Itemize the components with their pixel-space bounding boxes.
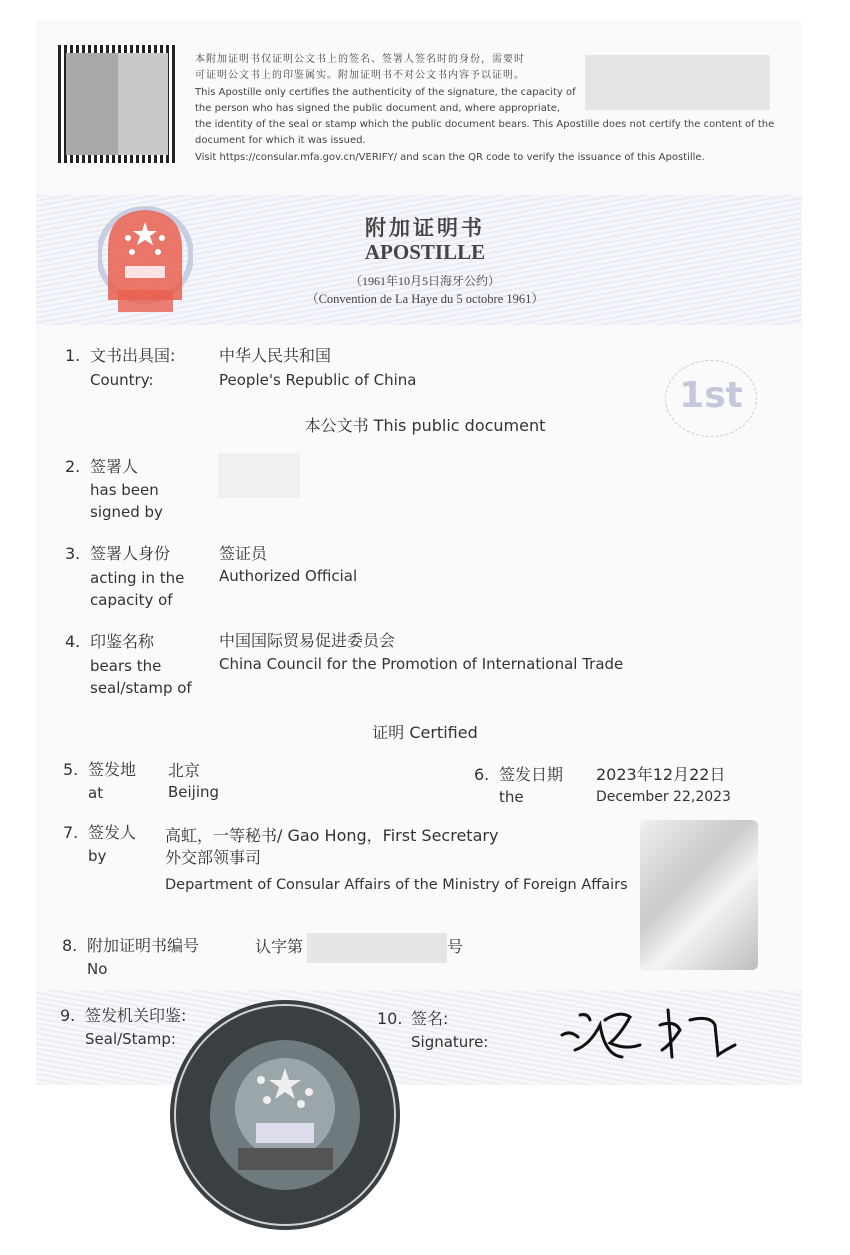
field1-label-en: Country: xyxy=(90,371,154,389)
field2-label-en2: signed by xyxy=(90,503,163,521)
redacted-number xyxy=(307,933,447,963)
qr-code[interactable] xyxy=(58,45,176,163)
field8-prefix: 认字第 xyxy=(255,937,304,956)
field8-suffix: 号 xyxy=(447,937,464,956)
field6-num: 6. xyxy=(474,765,490,784)
notice-cn-line1: 本附加证明书仅证明公文书上的签名、签署人签名时的身份，需要时 xyxy=(195,54,525,65)
field3-label-en1: acting in the xyxy=(90,569,185,587)
notice-en-line2: the person who has signed the public document and, where appropriate, xyxy=(195,102,561,114)
field8-num: 8. xyxy=(62,936,78,955)
field10-label-cn: 签名: xyxy=(411,1009,449,1028)
field6-value-en: December 22,2023 xyxy=(596,789,731,805)
field7-label-en: by xyxy=(88,847,107,865)
field8-label-cn: 附加证明书编号 xyxy=(87,936,200,955)
convention-fr: （Convention de La Haye du 5 octobre 1961） xyxy=(306,292,544,306)
field2-num: 2. xyxy=(65,457,81,476)
field7-value-line3: Department of Consular Affairs of the Ministry of Foreign Affairs xyxy=(165,877,628,893)
field4-value-en: China Council for the Promotion of International Trade xyxy=(219,655,624,673)
field4-label-cn: 印鉴名称 xyxy=(90,632,155,651)
field2-label-en1: has been xyxy=(90,481,159,499)
notice-en-line1: This Apostille only certifies the authenticity of the signature, the capacity of xyxy=(195,86,576,98)
field1-value-cn: 中华人民共和国 xyxy=(219,346,332,365)
handwritten-signature xyxy=(550,995,750,1070)
field1-num: 1. xyxy=(65,346,81,365)
field10-num: 10. xyxy=(377,1009,403,1028)
section-certified: 证明 Certified xyxy=(372,723,478,742)
notice-en-line4: document for which it was issued. xyxy=(195,135,366,147)
field5-value-cn: 北京 xyxy=(168,761,201,780)
field2-label-cn: 签署人 xyxy=(90,457,139,476)
field1-label-cn: 文书出具国: xyxy=(90,346,176,365)
field3-num: 3. xyxy=(65,544,81,563)
field5-num: 5. xyxy=(63,760,79,779)
field4-label-en2: seal/stamp of xyxy=(90,679,192,697)
field7-value-line1: 高虹，一等秘书/ Gao Hong，First Secretary xyxy=(165,826,499,845)
field6-label-en: the xyxy=(499,788,524,806)
field3-value-en: Authorized Official xyxy=(219,567,358,585)
field5-value-en: Beijing xyxy=(168,783,220,801)
title-cn: 附加证明书 xyxy=(365,215,485,240)
first-badge-watermark: 1st xyxy=(665,360,757,437)
notice-cn-line2: 可证明公文书上的印鉴属实。附加证明书不对公文书内容予以证明。 xyxy=(195,70,525,82)
field7-value-line2: 外交部领事司 xyxy=(165,848,262,867)
field7-num: 7. xyxy=(63,823,79,842)
redacted-box xyxy=(585,55,770,110)
field4-value-cn: 中国国际贸易促进委员会 xyxy=(219,631,396,650)
field4-num: 4. xyxy=(65,632,81,651)
hologram-sticker xyxy=(640,820,758,970)
title-en: APOSTILLE xyxy=(364,240,486,264)
field5-label-cn: 签发地 xyxy=(88,760,137,779)
section-public-document: 本公文书 This public document xyxy=(304,416,546,435)
field4-label-en1: bears the xyxy=(90,657,162,675)
notice-en-line3: the identity of the seal or stamp which the public document bears. This Apostille does not certify the content of the xyxy=(195,119,775,131)
redacted-signer xyxy=(218,453,300,498)
official-seal-stamp xyxy=(168,998,403,1233)
field1-value-en: People's Republic of China xyxy=(219,371,417,389)
field3-label-cn: 签署人身份 xyxy=(90,544,171,563)
field6-label-cn: 签发日期 xyxy=(499,765,564,784)
field3-label-en2: capacity of xyxy=(90,591,173,609)
field3-value-cn: 签证员 xyxy=(219,544,268,563)
notice-en-line5: Visit https://consular.mfa.gov.cn/VERIFY/ and scan the QR code to verify the issuance of this Apostille. xyxy=(195,151,705,163)
field6-value-cn: 2023年12月22日 xyxy=(596,765,726,784)
field9-label-cn: 签发机关印鉴: xyxy=(85,1006,187,1025)
field9-num: 9. xyxy=(60,1006,76,1025)
field8-label-en: No xyxy=(87,960,108,978)
field5-label-en: at xyxy=(88,784,104,802)
field7-label-cn: 签发人 xyxy=(88,823,137,842)
field10-label-en: Signature: xyxy=(411,1033,489,1051)
field9-label-en: Seal/Stamp: xyxy=(85,1030,176,1048)
convention-cn: （1961年10月5日海牙公约） xyxy=(349,274,500,288)
